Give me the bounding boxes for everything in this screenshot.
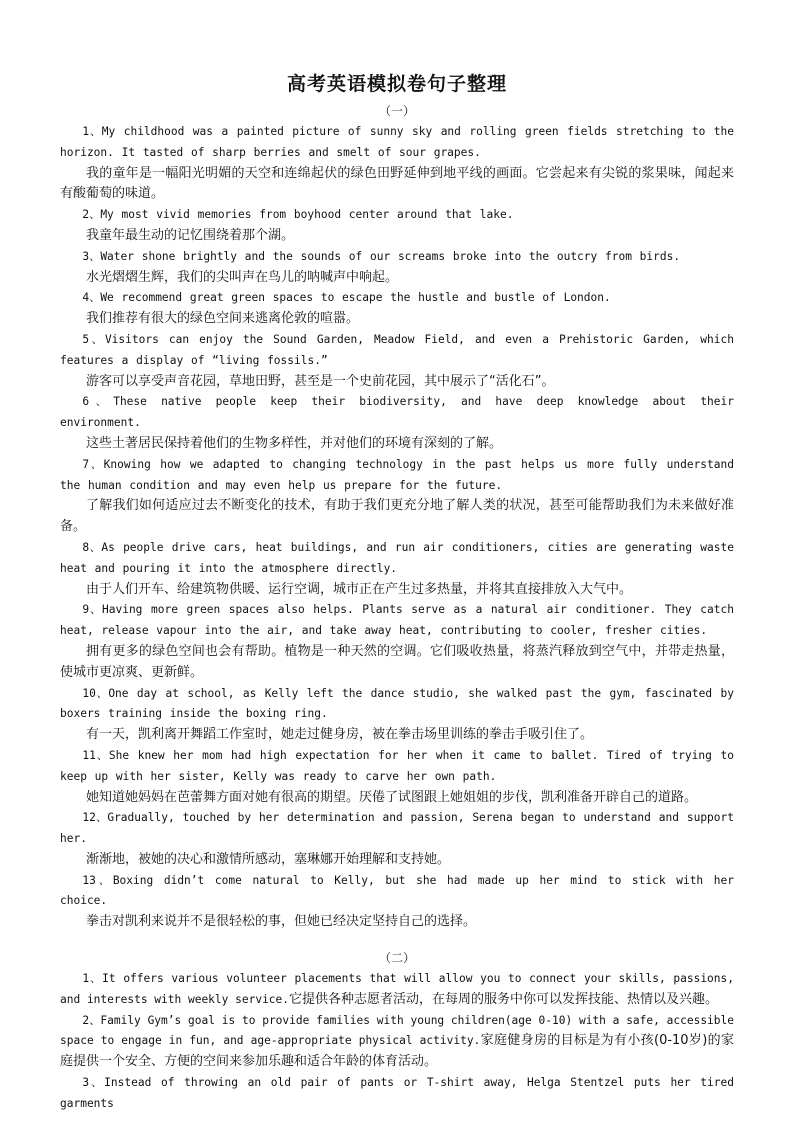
english-sentence: 8、As people drive cars, heat buildings, and run air conditioners, cities are generating waste heat and pouring it into the atmosphere directly.: [60, 540, 734, 575]
english-sentence: 10、One day at school, as Kelly left the dance studio, she walked past the gym, fascinated by boxers training inside the boxing ring.: [60, 686, 734, 721]
section-2: [60, 969, 734, 1115]
english-sentence: 3、Instead of throwing an old pair of pants or T-shirt away, Helga Stentzel puts her tired garments: [60, 1076, 734, 1110]
english-sentence: 13、Boxing didn’t come natural to Kelly, but she had made up her mind to stick with her choice.: [60, 873, 734, 908]
chinese-translation: 拳击对凯利来说并不是很轻松的事，但她已经决定坚持自己的选择。: [86, 914, 477, 930]
section-1: [60, 122, 734, 933]
english-sentence: 1、My childhood was a painted picture of sunny sky and rolling green fields stretching to the horizon. It tasted of sharp berries and smelt of sour grapes.: [60, 125, 734, 159]
english-sentence: 2、My most vivid memories from boyhood center around that lake.: [82, 208, 514, 222]
english-sentence: 3、Water shone brightly and the sounds of our screams broke into the outcry from birds.: [82, 249, 681, 263]
english-sentence: 4、We recommend great green spaces to escape the hustle and bustle of London.: [82, 291, 611, 305]
section-heading-2: （二）: [378, 951, 415, 966]
section-heading-1: （一）: [378, 104, 415, 118]
chinese-translation: 由于人们开车、给建筑物供暖、运行空调，城市正在产生过多热量，并将其直接排放入大气中。: [86, 581, 633, 597]
chinese-translation: 它提供各种志愿者活动，在每周的服务中你可以发挥技能、热情以及兴趣。: [289, 991, 719, 1007]
english-sentence: 6、These native people keep their biodiversity, and have deep knowledge about their environment.: [60, 395, 734, 430]
chinese-translation: 水光熠熠生辉，我们的尖叫声在鸟儿的呐喊声中响起。: [86, 269, 399, 285]
english-sentence: 11、She knew her mom had high expectation for her when it came to ballet. Tired of trying to keep up with her sister, Kelly was ready to carve her own path.: [60, 748, 734, 783]
chinese-translation: 有一天，凯利离开舞蹈工作室时，她走过健身房，被在拳击场里训练的拳击手吸引住了。: [86, 727, 594, 743]
chinese-translation: 我们推荐有很大的绿色空间来逃离伦敦的喧嚣。: [86, 311, 360, 327]
chinese-translation: 渐渐地，被她的决心和激情所感动，塞琳娜开始理解和支持她。: [86, 851, 451, 867]
document-page: [60, 62, 734, 1115]
sentence-pair: [60, 1011, 734, 1073]
sentence-pair: [60, 969, 734, 1011]
chinese-translation: 我的童年是一幅阳光明媚的天空和连绵起伏的绿色田野延伸到地平线的画面。它尝起来有尖锐的浆果味，闻起来有酸葡萄的味道。: [60, 165, 734, 202]
english-sentence: 12、Gradually, touched by her determination and passion, Serena began to understand and support her.: [60, 811, 734, 846]
chinese-translation: 家庭健身房的目标是为有小孩(0-10岁)的家庭提供一个安全、方便的空间来参加乐趣和适合年龄的体育活动。: [60, 1033, 734, 1070]
chinese-translation: 游客可以享受声音花园，草地田野，甚至是一个史前花园，其中展示了“活化石”。: [86, 373, 555, 389]
english-sentence: 1、It offers various volunteer placements that will allow you to connect your skills, passions, and interests with weekly service.: [60, 972, 734, 1006]
english-sentence: 2、Family Gym’s goal is to provide families with young children(age 0-10) with a safe, accessible space to engage in fun, and age-appropriate physical activity.: [60, 1013, 734, 1048]
page-title: 高考英语模拟卷句子整理: [286, 73, 507, 95]
chinese-translation: 她知道她妈妈在芭蕾舞方面对她有很高的期望。厌倦了试图跟上她姐姐的步伐，凯利准备开辟自己的道路。: [86, 789, 698, 805]
english-sentence: 5、Visitors can enjoy the Sound Garden, Meadow Field, and even a Prehistoric Garden, which features a display of “living fossils.”: [60, 332, 734, 367]
english-sentence: 7、Knowing how we adapted to changing technology in the past helps us more fully understand the human condition and may even help us prepare for the future.: [60, 457, 734, 492]
chinese-translation: 了解我们如何适应过去不断变化的技术，有助于我们更充分地了解人类的状况，甚至可能帮助我们为未来做好准备。: [60, 498, 734, 535]
english-sentence: 9、Having more green spaces also helps. Plants serve as a natural air conditioner. They catch heat, release vapour into the air, and take away heat, contributing to cooler, fresher cities.: [60, 603, 734, 638]
chinese-translation: 这些土著居民保持着他们的生物多样性，并对他们的环境有深刻的了解。: [86, 435, 503, 451]
chinese-translation: 我童年最生动的记忆围绕着那个湖。: [86, 227, 295, 243]
chinese-translation: 拥有更多的绿色空间也会有帮助。植物是一种天然的空调。它们吸收热量，将蒸汽释放到空气中，并带走热量，使城市更凉爽、更新鲜。: [60, 643, 734, 680]
